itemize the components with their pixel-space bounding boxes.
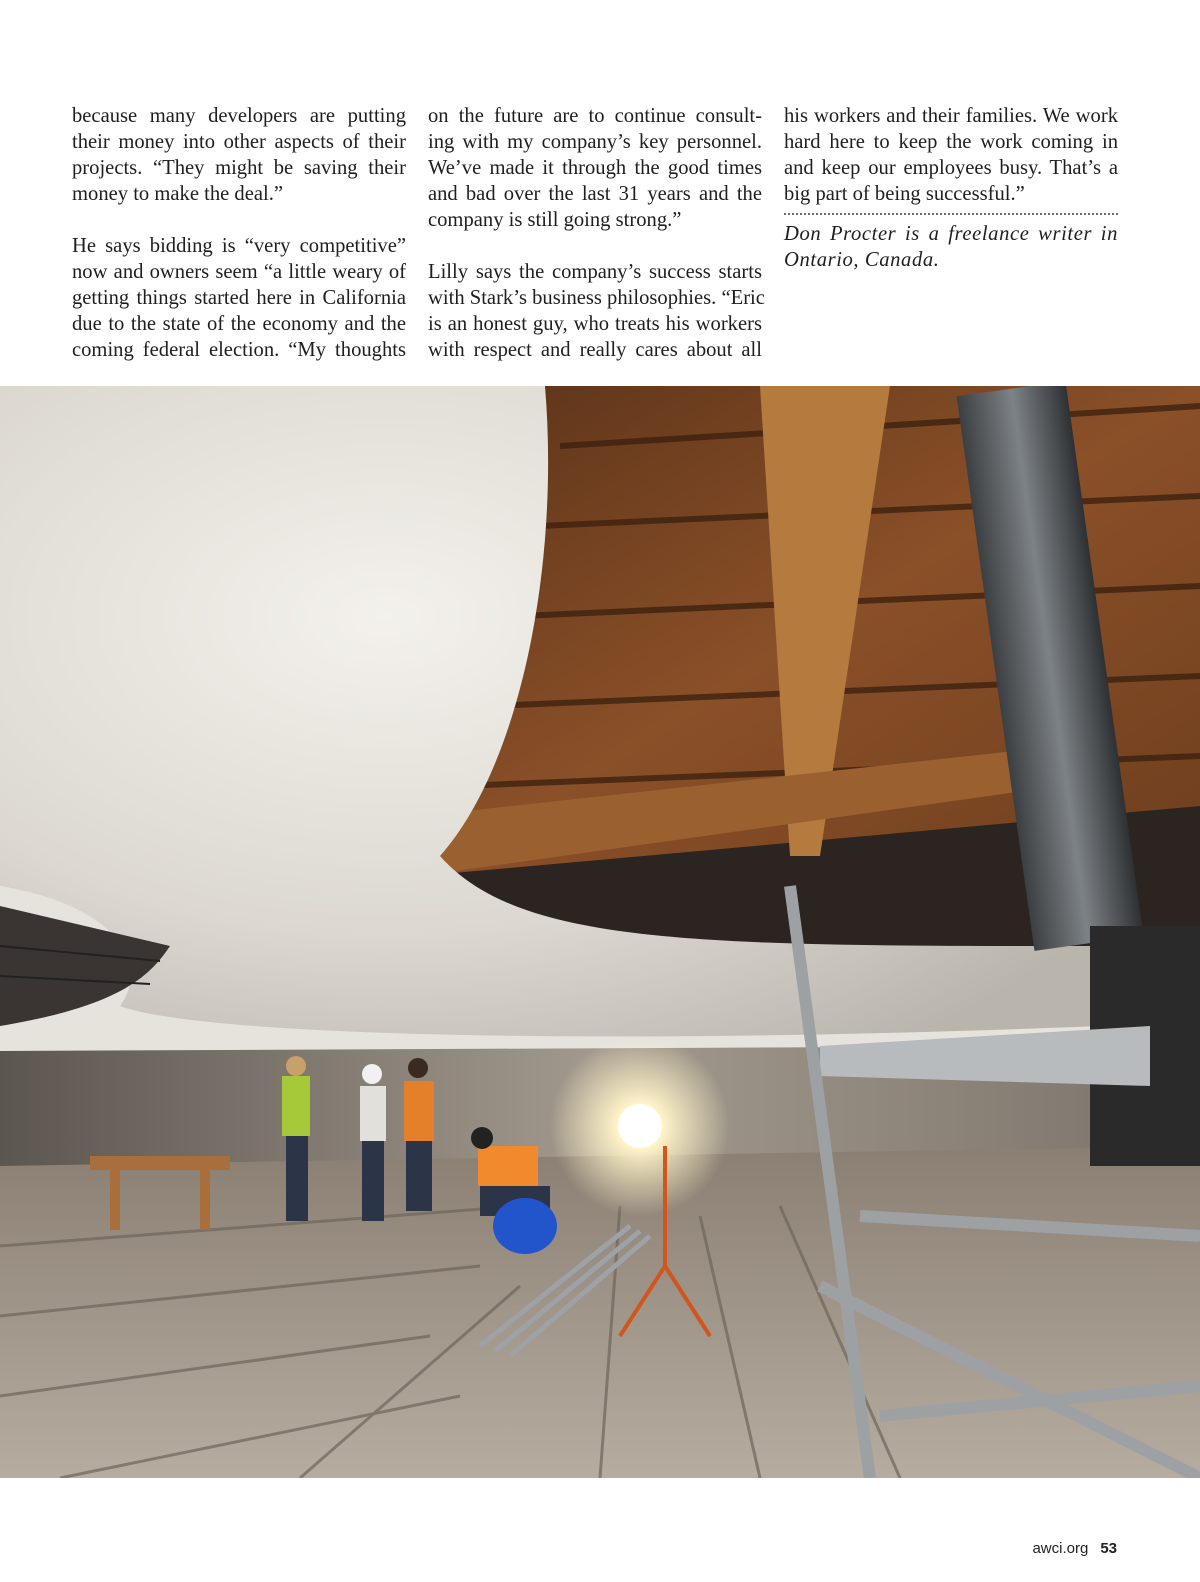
text-line: Lilly says the company’s success starts [428, 261, 762, 283]
text-line: ing with my company’s key personnel. [428, 131, 762, 153]
text-line: money to make the deal.” [72, 183, 284, 205]
page-footer [1032, 1540, 1117, 1557]
dotted-divider [784, 213, 1118, 215]
text-line: on the future are to continue consult- [428, 105, 762, 127]
paragraph [428, 103, 762, 233]
text-line: their money into other aspects of their [72, 131, 406, 153]
site-url: awci.org [1032, 1540, 1089, 1557]
text-line: his workers and their families. We work [784, 105, 1118, 127]
text-line: with Stark’s business philosophies. “Eric [428, 287, 765, 309]
paragraph-gap [72, 207, 406, 233]
text-line: and keep our employees busy. That’s a [784, 157, 1118, 179]
paragraph-gap [428, 233, 762, 259]
text-line: hard here to keep the work coming in [784, 131, 1118, 153]
text-line: company is still going strong.” [428, 209, 682, 231]
author-byline [784, 221, 1118, 273]
paragraph [72, 103, 406, 207]
text-line: due to the state of the economy and the [72, 313, 406, 335]
text-line: coming federal election. “My thoughts [72, 339, 406, 361]
paragraph [428, 259, 765, 363]
paragraph [72, 233, 406, 363]
page-number: 53 [1100, 1540, 1117, 1557]
text-line: He says bidding is “very competitive” [72, 235, 406, 257]
text-line: and bad over the last 31 years and the [428, 183, 762, 205]
text-column-3 [784, 103, 1118, 273]
text-line: We’ve made it through the good times [428, 157, 762, 179]
text-line: now and owners seem “a little weary of [72, 261, 406, 283]
text-line: with respect and really cares about all [428, 339, 762, 361]
text-column-1 [72, 103, 406, 363]
text-line: is an honest guy, who treats his workers [428, 313, 762, 335]
construction-photo [0, 386, 1200, 1478]
byline-line: Don Procter is a freelance writer in [784, 223, 1118, 245]
paragraph [784, 103, 1118, 207]
text-line: getting things started here in California [72, 287, 406, 309]
text-line: projects. “They might be saving their [72, 157, 406, 179]
byline-line: Ontario, Canada. [784, 249, 940, 271]
text-line: because many developers are putting [72, 105, 406, 127]
text-line: big part of being successful.” [784, 183, 1025, 205]
text-column-2 [428, 103, 765, 363]
